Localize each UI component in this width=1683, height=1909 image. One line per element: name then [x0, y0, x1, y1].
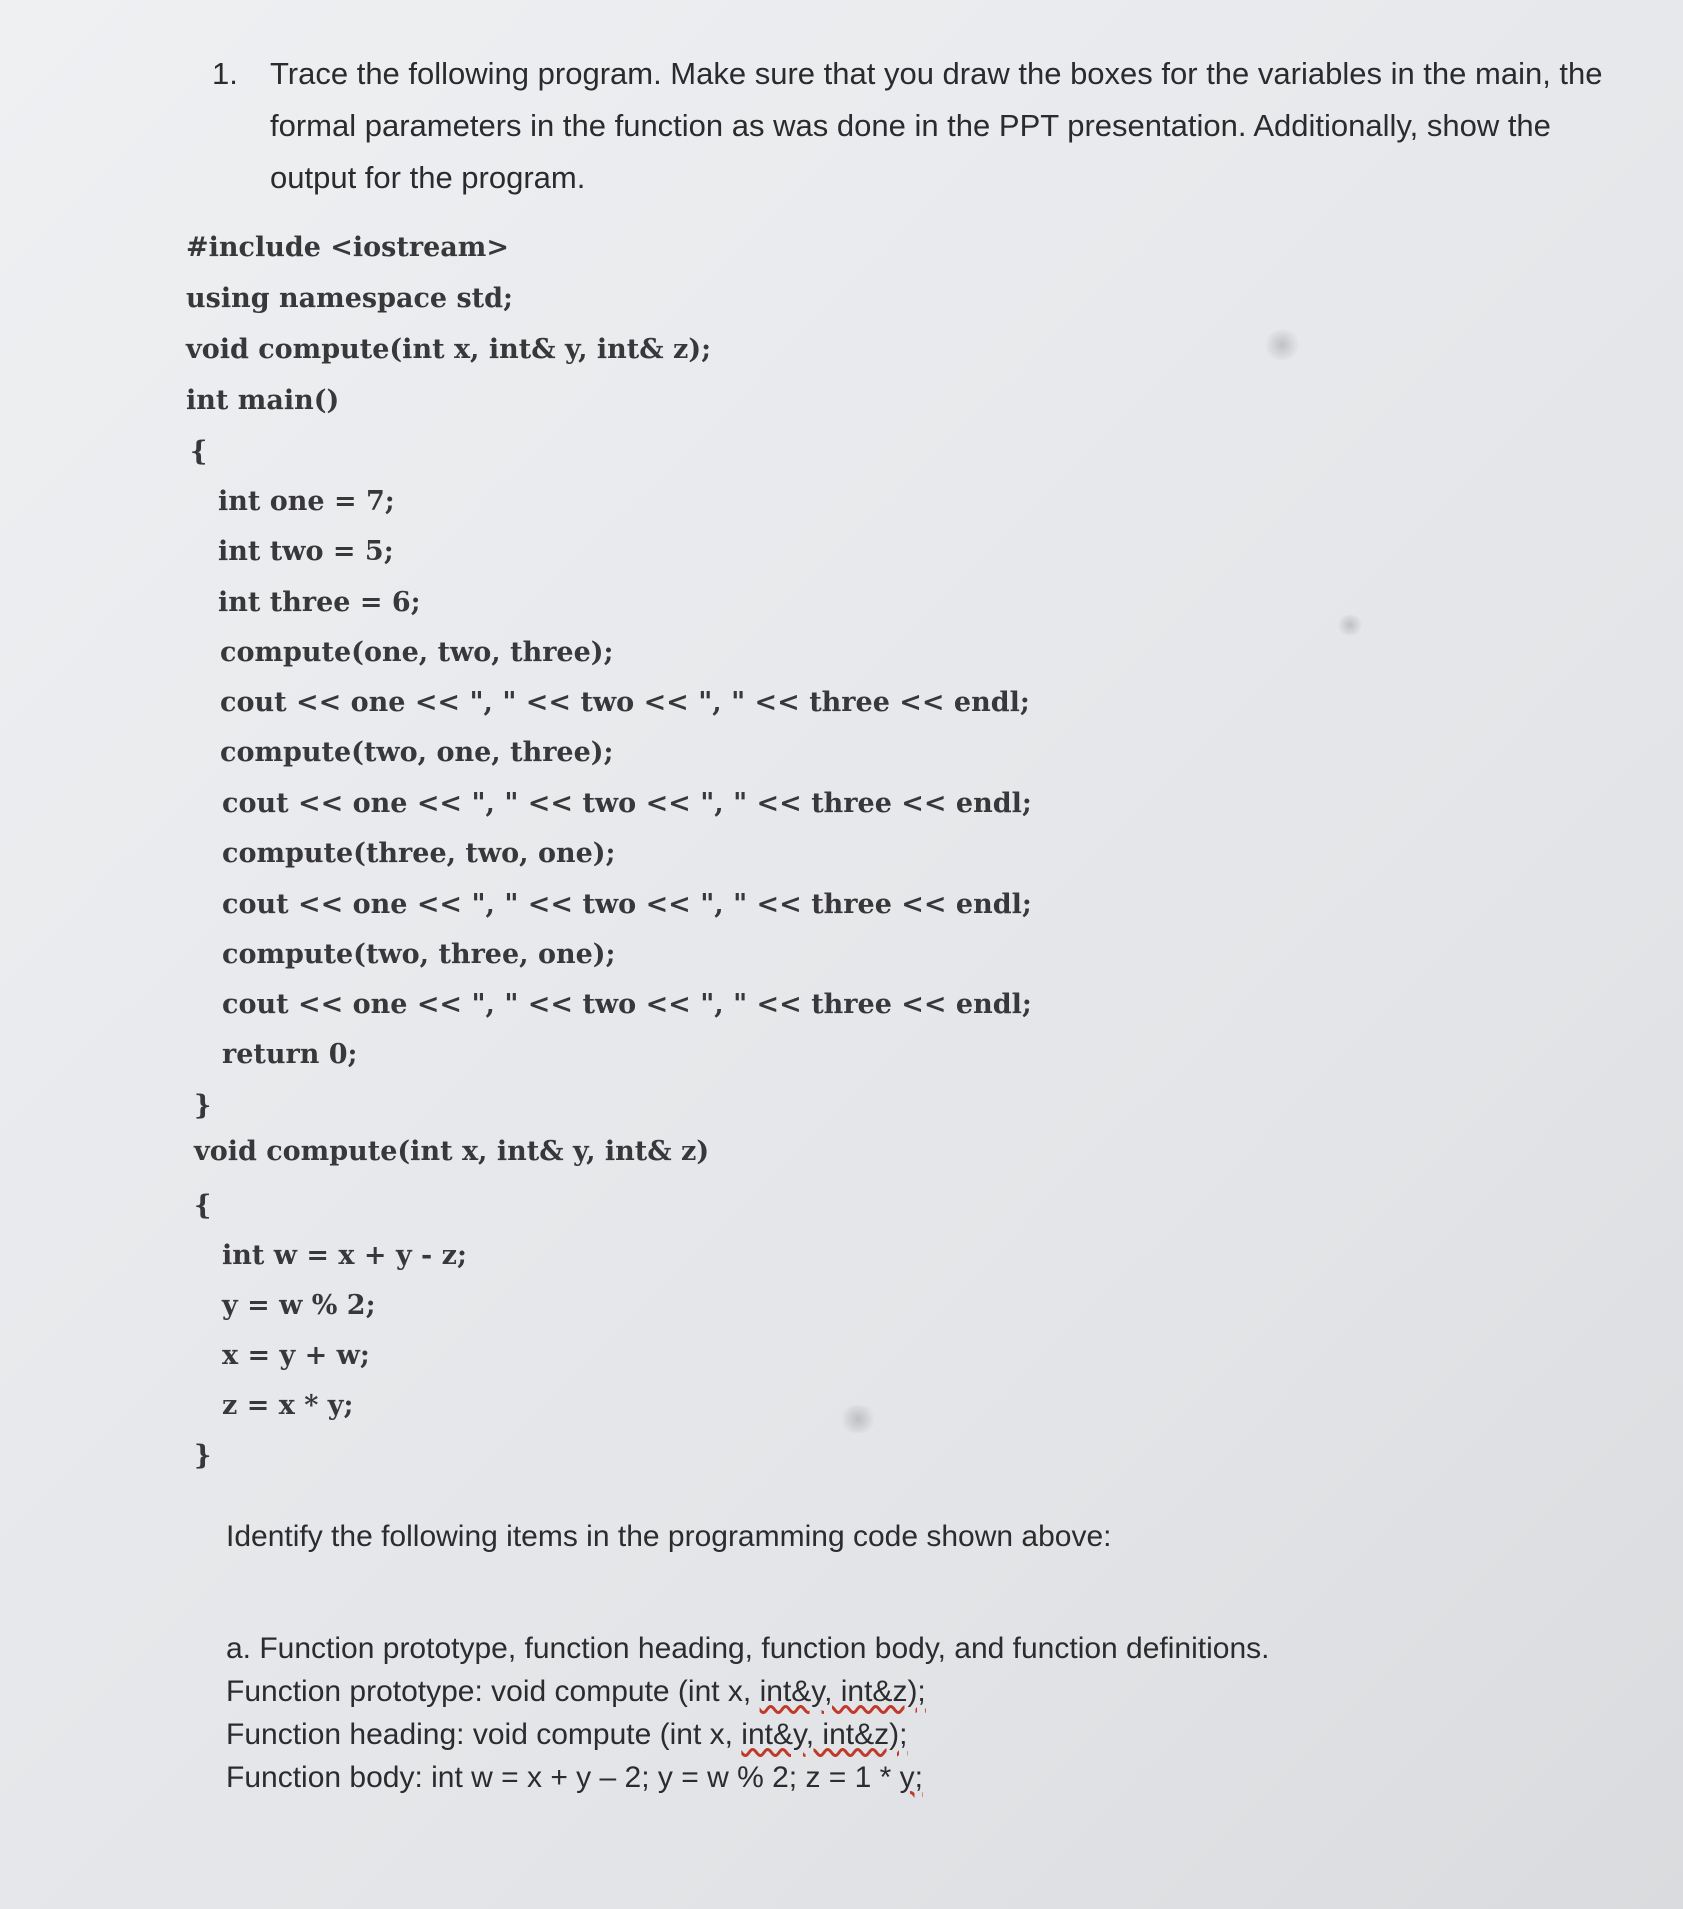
- question-text: Trace the following program. Make sure that you draw the boxes for the variables in the main, the formal parameters in the function as was done in the PPT presentation. Additionally, show the output for the program.: [270, 56, 1603, 195]
- answer-function-heading: [226, 1718, 907, 1752]
- answer-body-prefix: Function body: int w = x + y – 2; y = w % 2; z = 1 *: [226, 1761, 900, 1794]
- paper-smudge: [1262, 330, 1302, 360]
- answer-function-body: [226, 1761, 923, 1795]
- answer-heading-tail: int&y, int&z);: [741, 1718, 908, 1751]
- answer-function-prototype: [226, 1675, 926, 1709]
- code-line-call-4: compute(two, three, one);: [222, 939, 616, 970]
- answer-body-tail: y;: [899, 1761, 924, 1794]
- code-line-cout-3: cout << one << ", " << two << ", " << three << endl;: [222, 889, 1032, 920]
- code-line-decl-three: int three = 6;: [218, 587, 421, 618]
- code-line-main-close-brace: }: [194, 1090, 212, 1121]
- code-line-function-heading: void compute(int x, int& y, int& z): [194, 1136, 710, 1167]
- code-line-call-2: compute(two, one, three);: [220, 737, 614, 768]
- paper-smudge: [838, 1405, 878, 1433]
- answer-prototype-tail: int&y, int&z);: [759, 1675, 926, 1708]
- code-line-main-header: int main(): [186, 385, 340, 416]
- code-line-calc-w: int w = x + y - z;: [222, 1240, 467, 1271]
- code-line-decl-two: int two = 5;: [218, 536, 394, 567]
- code-line-cout-4: cout << one << ", " << two << ", " << three << endl;: [222, 989, 1032, 1020]
- code-line-decl-one: int one = 7;: [218, 486, 395, 517]
- code-line-function-open-brace: {: [194, 1190, 212, 1221]
- code-line-return: return 0;: [222, 1039, 358, 1070]
- code-line-assign-y: y = w % 2;: [222, 1290, 376, 1321]
- code-line-include: #include <iostream>: [186, 232, 509, 263]
- code-line-namespace: using namespace std;: [186, 283, 513, 314]
- paper-smudge: [1335, 615, 1365, 635]
- answer-a-label: a. Function prototype, function heading, function body, and function definitions.: [226, 1632, 1270, 1665]
- code-line-assign-z: z = x * y;: [222, 1390, 354, 1421]
- answers-intro: Identify the following items in the programming code shown above:: [226, 1520, 1112, 1553]
- question-block: [212, 48, 1642, 204]
- code-line-cout-1: cout << one << ", " << two << ", " << three << endl;: [220, 687, 1030, 718]
- code-line-cout-2: cout << one << ", " << two << ", " << three << endl;: [222, 788, 1032, 819]
- code-line-main-open-brace: {: [190, 436, 208, 467]
- code-line-call-1: compute(one, two, three);: [220, 637, 614, 668]
- question-number: 1.: [212, 56, 238, 91]
- answer-heading-prefix: Function heading: void compute (int x,: [226, 1718, 742, 1751]
- code-line-call-3: compute(three, two, one);: [222, 838, 616, 869]
- code-line-function-close-brace: }: [194, 1440, 212, 1471]
- code-line-assign-x: x = y + w;: [222, 1340, 370, 1371]
- answer-prototype-prefix: Function prototype: void compute (int x,: [226, 1675, 760, 1708]
- code-line-prototype: void compute(int x, int& y, int& z);: [186, 334, 712, 365]
